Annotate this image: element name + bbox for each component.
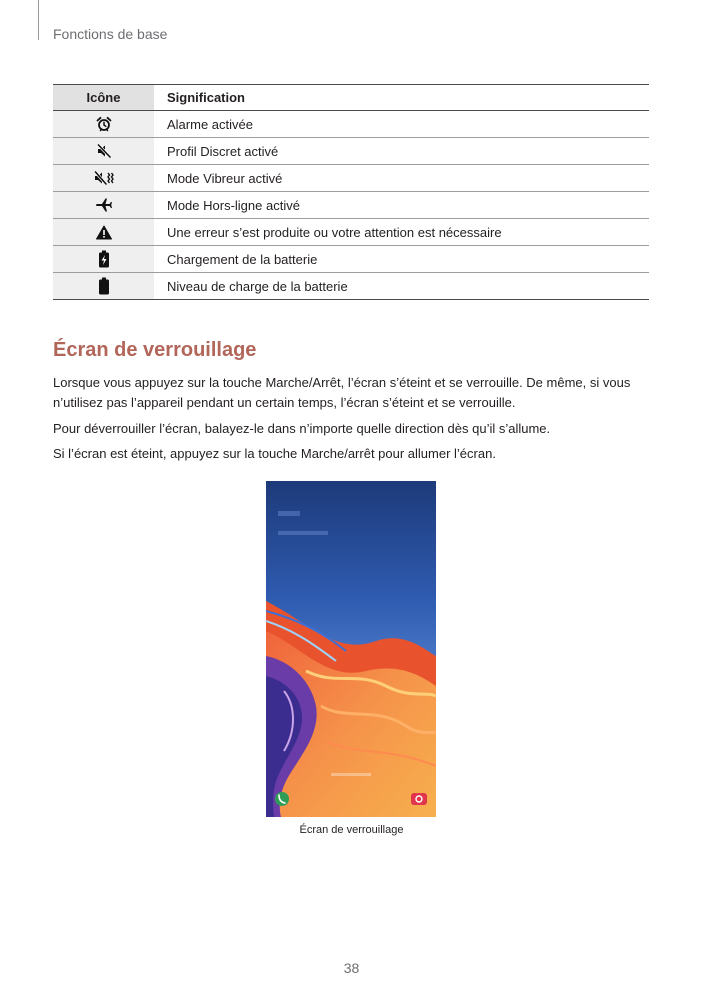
meaning-text: Mode Vibreur activé <box>154 165 649 192</box>
column-header-icon: Icône <box>53 85 154 111</box>
alarm-icon <box>96 116 112 132</box>
meaning-text: Alarme activée <box>154 111 649 138</box>
lock-screen-wallpaper <box>266 481 436 817</box>
body-paragraph: Si l’écran est éteint, appuyez sur la touche Marche/arrêt pour allumer l’écran. <box>53 446 496 461</box>
camera-shortcut-icon <box>411 793 427 805</box>
meaning-text: Chargement de la batterie <box>154 246 649 273</box>
lock-screen-figure <box>266 481 436 817</box>
section-title: Écran de verrouillage <box>53 339 257 361</box>
figure-caption: Écran de verrouillage <box>299 824 404 836</box>
body-paragraph: Lorsque vous appuyez sur la touche Marche/Arrêt, l’écran s’éteint et se verrouille. De même, si vous n’utilisez pas l’appareil pendant un certain temps, l’écran s’éteint et se verrouille. <box>53 375 631 410</box>
column-header-meaning: Signification <box>167 90 245 105</box>
table-row <box>53 138 649 165</box>
header-rule <box>38 0 39 40</box>
meaning-text: Mode Hors-ligne activé <box>154 192 649 219</box>
table-row <box>53 273 649 300</box>
running-header: Fonctions de base <box>53 26 168 42</box>
page-number: 38 <box>343 960 360 976</box>
icon-table <box>53 84 649 300</box>
table-row <box>53 111 649 138</box>
table-header-row <box>53 85 649 111</box>
table-row <box>53 246 649 273</box>
battery-charging-icon <box>98 250 110 268</box>
vibrate-icon <box>94 170 114 186</box>
warning-icon <box>96 225 112 240</box>
airplane-icon <box>95 197 113 213</box>
mute-icon <box>96 143 112 159</box>
phone-shortcut-icon <box>275 792 289 806</box>
meaning-text: Niveau de charge de la batterie <box>154 273 649 300</box>
meaning-text: Profil Discret activé <box>154 138 649 165</box>
body-paragraph: Pour déverrouiller l’écran, balayez-le dans n’importe quelle direction dès qu’il s’allume. <box>53 421 551 436</box>
table-row <box>53 219 649 246</box>
battery-level-icon <box>98 277 110 295</box>
table-row <box>53 192 649 219</box>
meaning-text: Une erreur s’est produite ou votre attention est nécessaire <box>154 219 649 246</box>
table-row <box>53 165 649 192</box>
